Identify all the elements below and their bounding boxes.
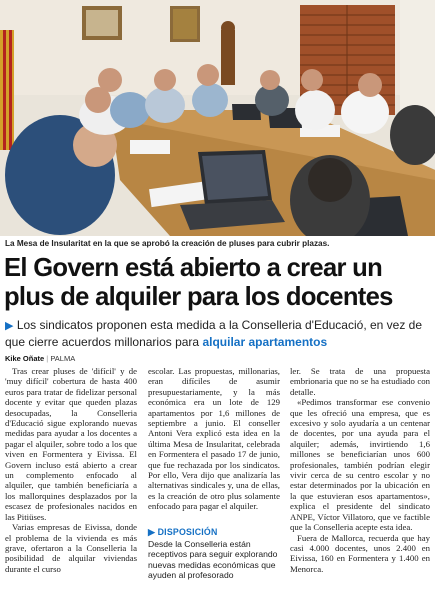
subheadline — [5, 318, 433, 350]
paragraph: Fuera de Mallorca, recuerda que hay casi 4.000 docentes, unos 2.400 en Eivissa, 160 en Formentera y 1.400 en Menorca. — [290, 532, 430, 574]
paragraph: «Pedimos transformar ese convenio que les ofreció una empresa, que es excesivo y solo ayudaría a un centenar de docentes, por una ayuda para el alquiler; además, invirtiendo 1,6 millones se beneficiarían unos 600 profesionales, también podrían elegir vivir cerca de su centro escolar y no estar determinados por la ubicación en la que estuvieran esos apartamentos», explica el presidente del sindicato ANPE, Víctor Villatoro, que ve factible que la Conselleria acepte esta idea. — [290, 397, 430, 533]
highlight-label-text: DISPOSICIÓN — [157, 527, 218, 537]
byline-location: PALMA — [50, 354, 76, 363]
byline-separator: | — [46, 354, 49, 363]
highlight-label — [148, 527, 278, 538]
headline — [4, 254, 434, 312]
subheadline-text: Los sindicatos proponen esta medida a la Conselleria d'Educació, en vez de que cierre acuerdos millonarios para — [5, 318, 423, 349]
paragraph: escolar. Las propuestas, millonarias, eran difíciles de asumir presupuestariamente, y la más económica era un lote de 129 apartamentos por 1,6 millones de septiembre a junio. El conseller Antoni Vera explicó esta idea en la última Mesa de Insularitat, celebrada en Formentera el pasado 17 de junio, que fue rechazada por los sindicatos. Por ello, Vera dijo que analizaría las alternativas sindicales y, una de ellas, es la creación de otro plus solamente enfocado para pagar el alquiler. — [148, 366, 280, 512]
subheadline-keyword: alquilar apartamentos — [202, 334, 328, 349]
author-name: Kike Oñate — [5, 354, 45, 363]
paragraph: ler. Se trata de una propuesta embrionaria que no se ha estudiado con detalle. — [290, 366, 430, 397]
triangle-bullet-icon: ▶ — [5, 320, 14, 332]
article-column-1 — [5, 366, 137, 574]
highlight-text: Desde la Conselleria están receptivos para seguir explorando nuevas medidas económicas que ayuden al profesorado — [148, 539, 278, 580]
highlight-box — [148, 527, 278, 580]
meeting-photo-illustration — [0, 0, 435, 236]
article-column-3 — [290, 366, 430, 574]
triangle-bullet-icon: ▶ — [148, 527, 155, 537]
headline-line-1: El Govern está abierto a crear un — [4, 254, 383, 282]
paragraph: Tras crear pluses de 'difícil' y de 'muy difícil' cobertura de hasta 400 euros para tratar de fidelizar personal docente y evitar que queden plazas desocupadas, la Conselleria d'Educació sigue explorando nuevas medidas para ayudar a los docentes a pagar el alquiler, sobre todo a los que viven en Formentera y Eivissa. El Govern incluso está abierto a crear un complemento enfocado al alquiler, que también beneficiaría a los mallorquines desplazados por la escasez de profesionales nacidos en las Pitiüses. — [5, 366, 137, 522]
meeting-photo — [0, 0, 435, 236]
paragraph: Varias empresas de Eivissa, donde el problema de la vivienda es más grave, ofertaron a la Conselleria la posibilidad de alquilar viviendas durante el curso — [5, 522, 137, 574]
byline — [5, 354, 75, 363]
headline-line-2: plus de alquiler para los docentes — [4, 283, 393, 311]
article-column-2 — [148, 366, 280, 512]
photo-caption: La Mesa de Insularitat en la que se aprobó la creación de pluses para cubrir plazas. — [5, 239, 330, 248]
